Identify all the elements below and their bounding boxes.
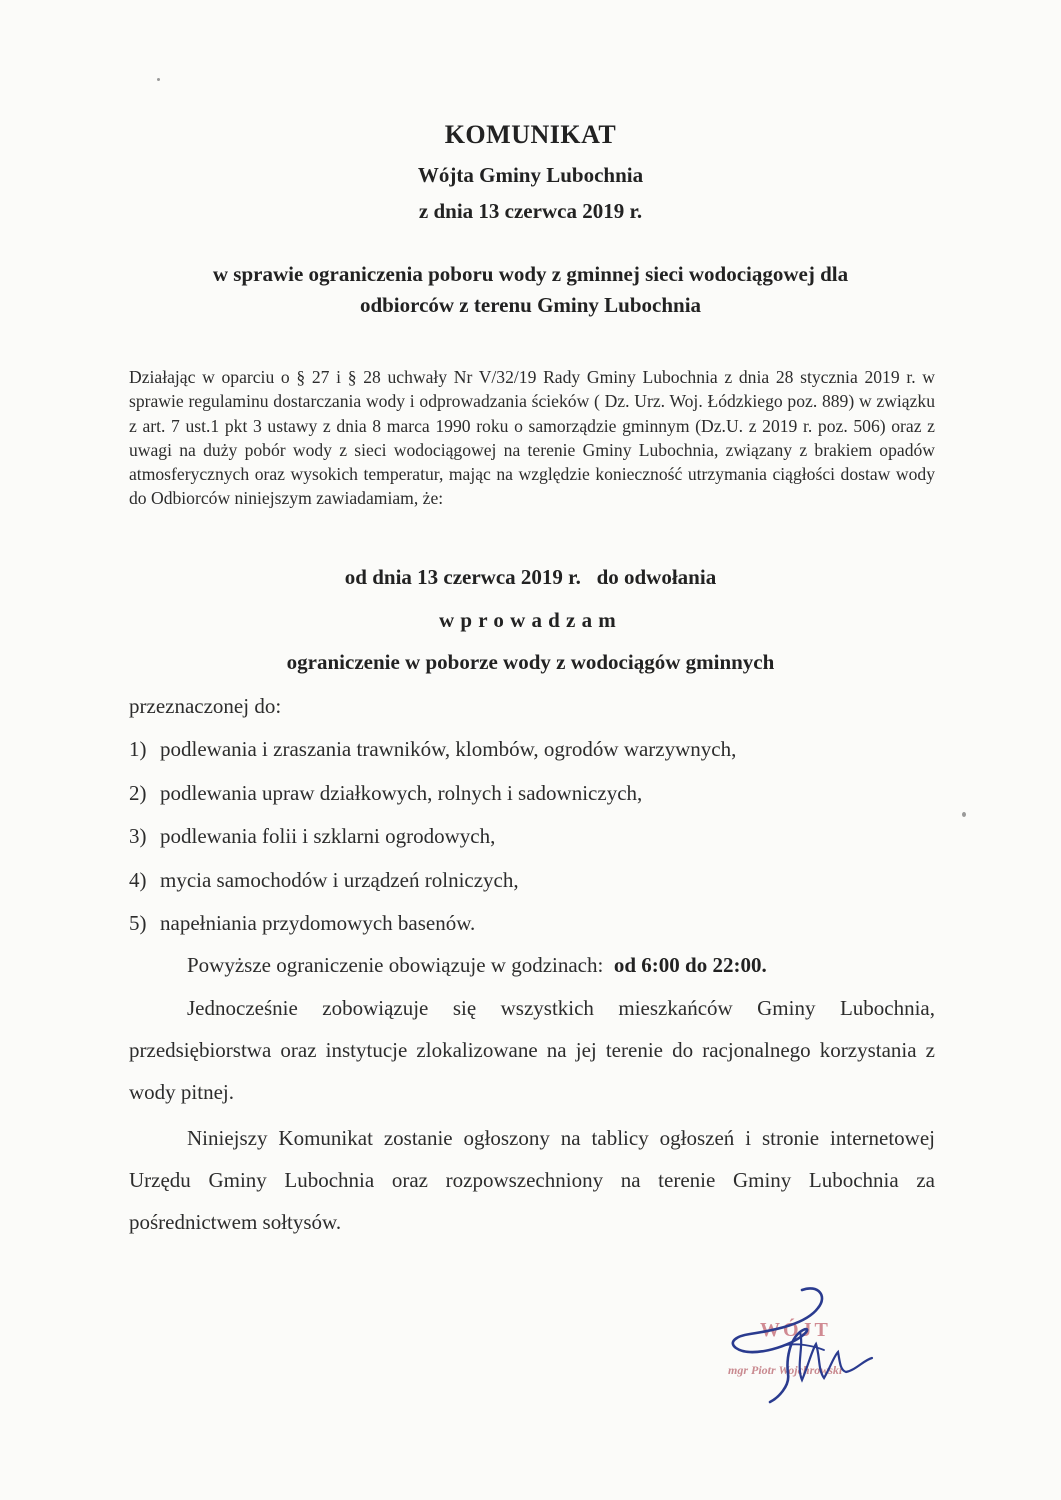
list-item-number: 2) <box>129 780 147 805</box>
decision-subject: ograniczenie w poborze wody z wodociągów gminnych <box>286 650 775 674</box>
list-item-text: podlewania i zraszania trawników, klombów, ogrodów warzywnych, <box>160 737 737 761</box>
decision-verb: wprowadzam <box>439 608 622 632</box>
list-item-text: mycia samochodów i urządzeń rolniczych, <box>160 867 519 892</box>
hours-paragraph <box>129 944 935 986</box>
document-title: KOMUNIKAT <box>444 120 617 149</box>
list-item <box>129 866 736 910</box>
list-item <box>129 822 736 866</box>
scan-speck <box>157 78 160 81</box>
intro-paragraph: Działając w oparciu o § 27 i § 28 uchwały Nr V/32/19 Rady Gminy Lubochnia z dnia 28 stycznia 2019 r. w sprawie regulaminu dostarczania wody i odprowadzania ścieków ( Dz. Urz. Woj. Łódzkiego poz. 889) w związku z art. 7 ust.1 pkt 3 ustawy z dnia 8 marca 1990 roku o samorządzie gminnym (Dz.U. z 2019 r. poz. 506) oraz z uwagi na duży pobór wody z sieci wodociągowej na terenie Gminy Lubochnia, związany z brakiem opadów atmosferycznych oraz wysokich temperatur, mając na względzie konieczność utrzymania ciągłości dostaw wody do Odbiorców niniejszym zawiadamiam, że: <box>129 367 935 509</box>
list-item <box>129 779 736 823</box>
appeal-paragraph: Jednocześnie zobowiązuje się wszystkich mieszkańców Gminy Lubochnia, przedsiębiorstwa oraz instytucje zlokalizowane na jej terenie do racjonalnego korzystania z wody pitnej. <box>129 996 935 1104</box>
list-item-text: podlewania upraw działkowych, rolnych i sadowniczych, <box>160 780 643 805</box>
notice-paragraph: Niniejszy Komunikat zostanie ogłoszony na tablicy ogłoszeń i stronie internetowej Urzędu Gminy Lubochnia oraz rozpowszechniony na terenie Gminy Lubochnia za pośrednictwem sołtysów. <box>129 1126 935 1234</box>
list-item-text: podlewania folii i szklarni ogrodowych, <box>160 824 496 848</box>
list-item <box>129 735 736 779</box>
scan-speck <box>962 812 966 817</box>
list-item-number: 5) <box>129 911 147 935</box>
purpose-label: przeznaczonej do: <box>129 694 282 718</box>
subject-line-2: odbiorców z terenu Gminy Lubochnia <box>359 293 702 317</box>
document-date: z dnia 13 czerwca 2019 r. <box>418 199 643 223</box>
stamp-name: mgr Piotr Wojchrowski <box>728 1363 843 1377</box>
signature-block <box>706 1286 906 1404</box>
list-item-number: 3) <box>129 824 147 848</box>
restrictions-list <box>129 735 736 953</box>
hours-value: od 6:00 do 22:00. <box>613 953 767 977</box>
document-subject <box>100 259 961 321</box>
list-item-number: 4) <box>129 867 147 892</box>
list-item-text: napełniania przydomowych basenów. <box>160 911 476 935</box>
subject-line-1: w sprawie ograniczenia poboru wody z gminnej sieci wodociągowej dla <box>212 262 849 286</box>
decision-period: od dnia 13 czerwca 2019 r. do odwołania <box>344 565 717 589</box>
list-item-number: 1) <box>129 737 147 761</box>
document-issuer: Wójta Gminy Lubochnia <box>417 163 644 187</box>
stamp-title: WÓJT <box>760 1319 831 1341</box>
hours-text: Powyższe ograniczenie obowiązuje w godzinach: <box>187 953 604 977</box>
handwritten-signature <box>706 1286 906 1404</box>
